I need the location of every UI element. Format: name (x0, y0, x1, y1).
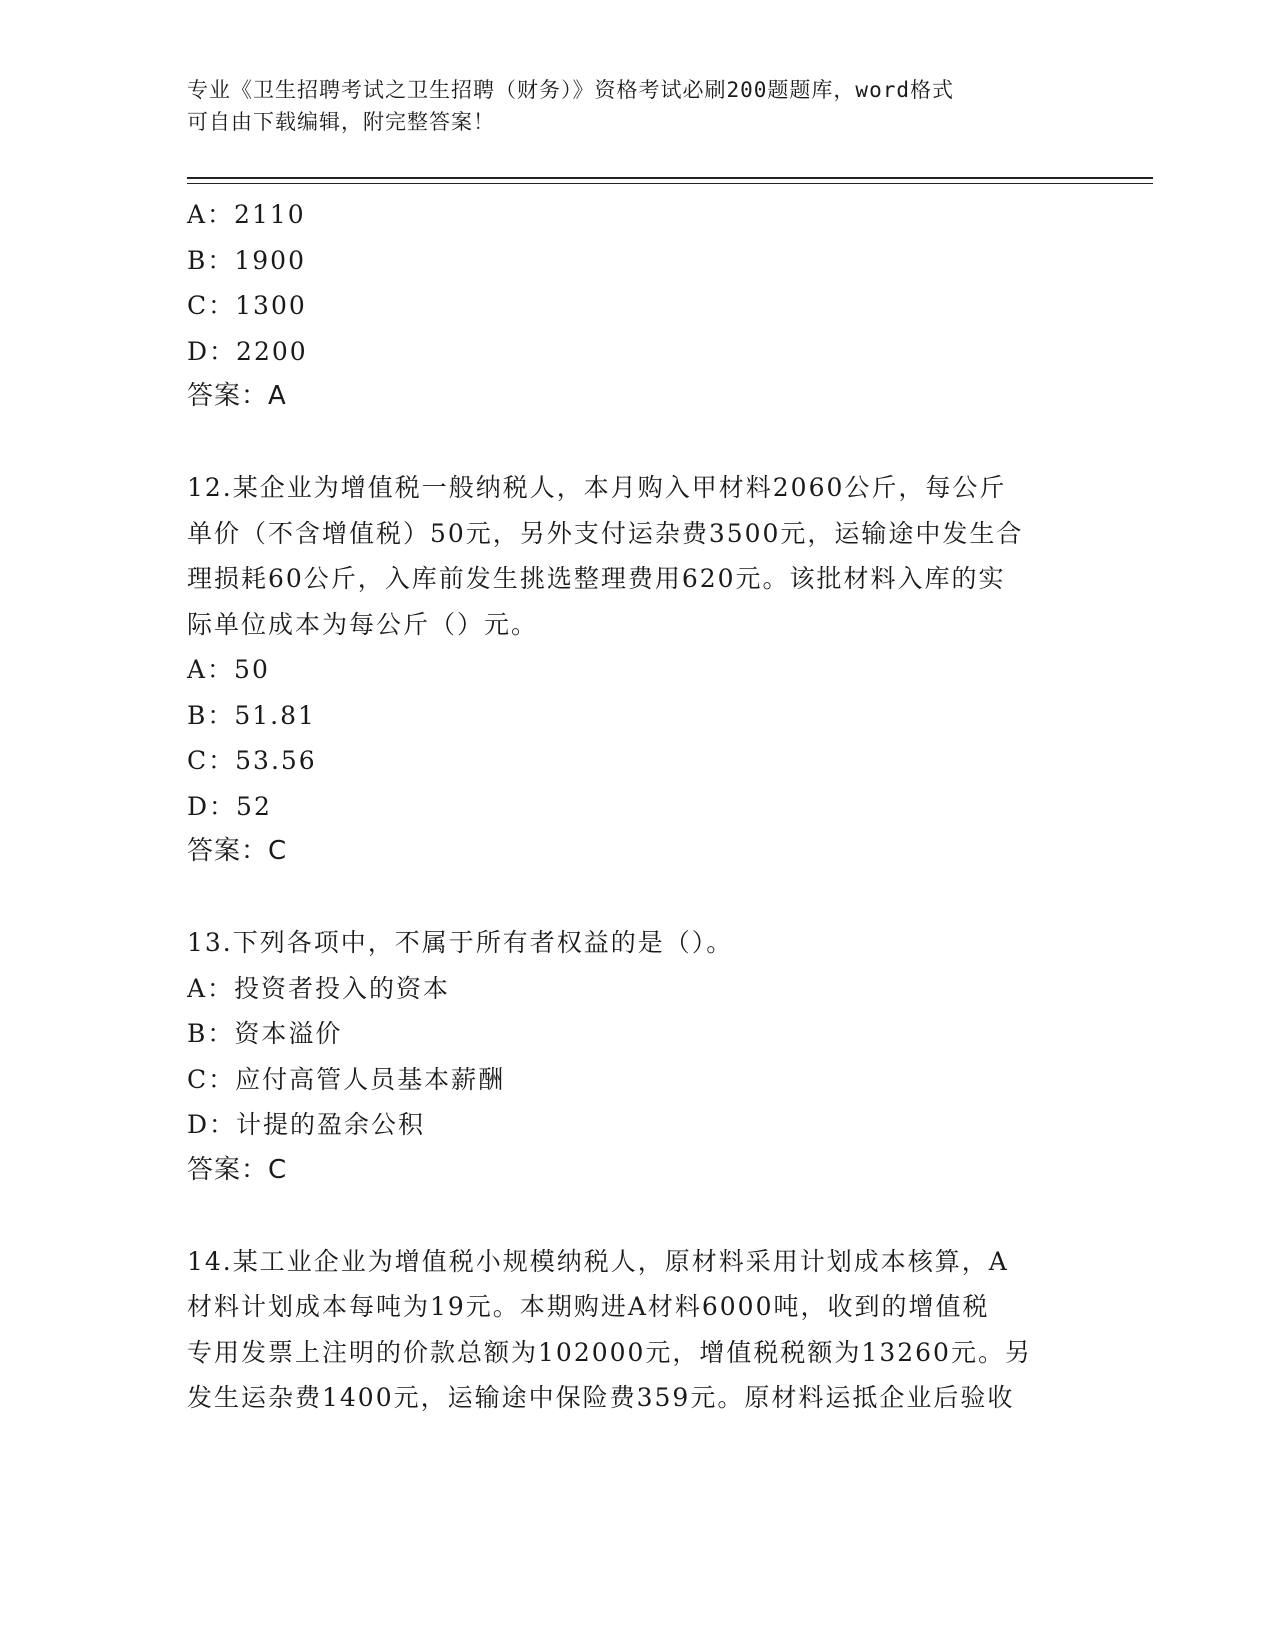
answer: 答案：C (187, 836, 288, 866)
question-13 (187, 920, 1087, 1193)
option-d: D：52 (187, 791, 272, 821)
option-c: C：应付高管人员基本薪酬 (187, 1064, 506, 1094)
question-text: 12.某企业为增值税一般纳税人，本月购入甲材料2060公斤，每公斤 (187, 473, 1007, 502)
answer: 答案：A (187, 381, 287, 411)
question-text: 13.下列各项中，不属于所有者权益的是（）。 (187, 928, 734, 957)
question-11 (187, 192, 1087, 420)
question-text: 材料计划成本每吨为19元。本期购进A材料6000吨，收到的增值税 (187, 1292, 990, 1321)
option-c: C：53.56 (187, 746, 317, 775)
question-14 (187, 1239, 1087, 1421)
question-12 (187, 465, 1087, 875)
question-text: 发生运杂费1400元，运输途中保险费359元。原材料运抵企业后验收 (187, 1383, 1015, 1412)
question-text: 单价（不含增值税）50元，另外支付运杂费3500元，运输途中发生合 (187, 518, 1024, 548)
option-b: B：51.81 (187, 700, 316, 730)
question-text: 际单位成本为每公斤（）元。 (187, 609, 539, 639)
answer: 答案：C (187, 1154, 288, 1185)
question-list (187, 192, 1087, 1421)
header-line: 专业《卫生招聘考试之卫生招聘（财务）》资格考试必刷200题题库，word格式 (187, 78, 954, 102)
question-text: 专用发票上注明的价款总额为102000元，增值税税额为13260元。另 (187, 1337, 1032, 1367)
option-d: D：2200 (187, 336, 308, 366)
option-a: A：2110 (187, 200, 306, 229)
document-header (187, 74, 1067, 138)
option-a: A：50 (187, 655, 270, 684)
option-b: B：资本溢价 (187, 1019, 343, 1048)
option-d: D：计提的盈余公积 (187, 1110, 426, 1139)
option-a: A：投资者投入的资本 (187, 973, 451, 1003)
header-rule (187, 177, 1153, 179)
option-c: C：1300 (187, 291, 307, 320)
question-text: 14.某工业企业为增值税小规模纳税人，原材料采用计划成本核算，A (187, 1246, 1009, 1276)
option-b: B：1900 (187, 245, 306, 275)
header-line: 可自由下载编辑，附完整答案！ (187, 110, 495, 134)
question-text: 理损耗60公斤，入库前发生挑选整理费用620元。该批材料入库的实 (187, 564, 1006, 593)
header-rule-thin (187, 183, 1153, 184)
